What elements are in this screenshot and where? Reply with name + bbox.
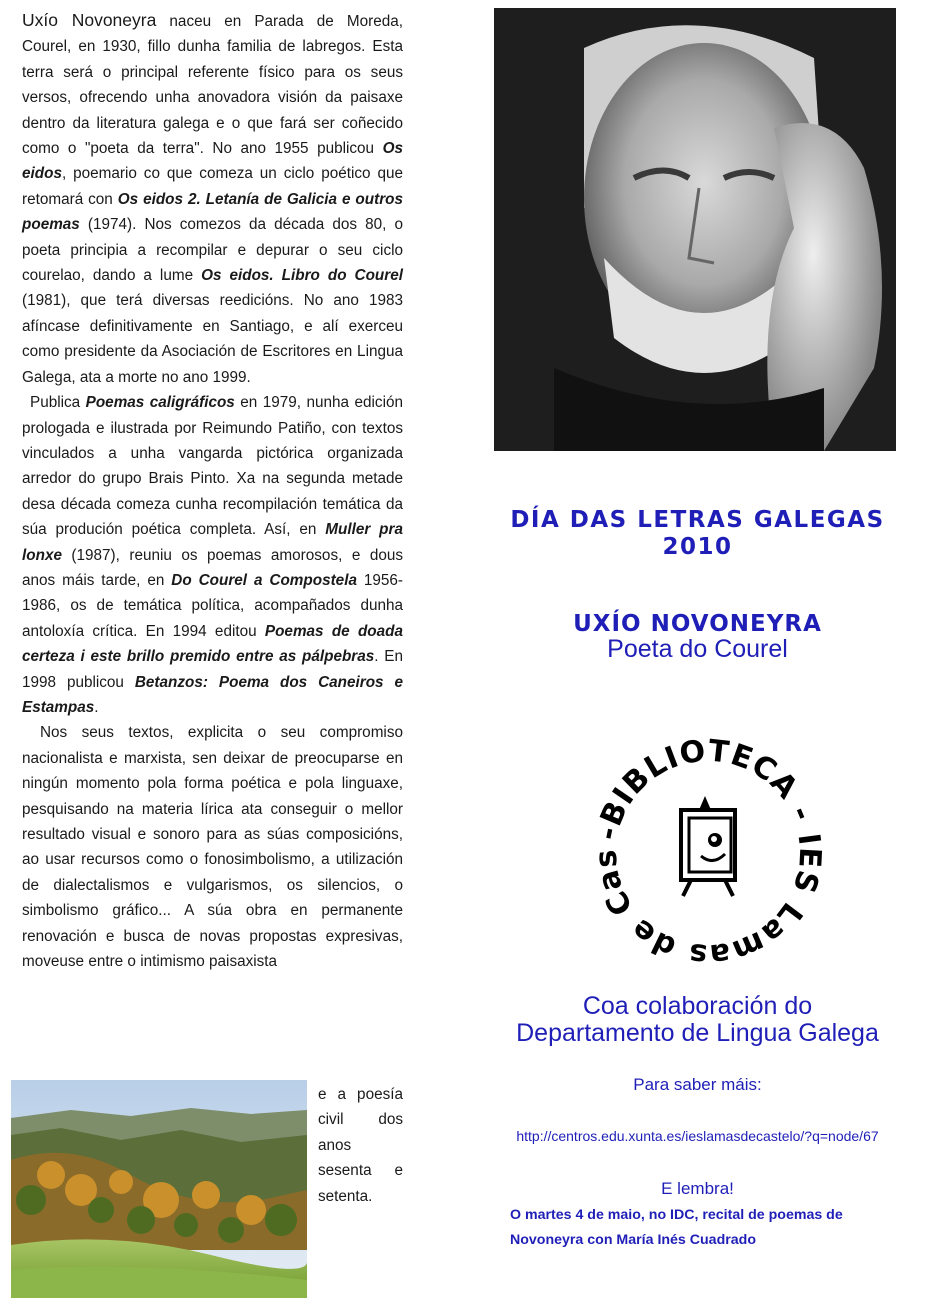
bio-text: 1956-1986, os de temática política, acompañados dunha antoloxía crítica. En 1994 editou xyxy=(22,571,403,640)
book-title: Os eidos xyxy=(22,140,403,183)
poet-portrait-photo xyxy=(494,8,896,451)
recital-line2: Novoneyra con María Inés Cuadrado xyxy=(510,1232,756,1248)
bio-text: Publica xyxy=(30,394,86,412)
bio-text: en 1979, nunha edición prologada e ilustrada por Reimundo Patiño, con textos vinculados a unha vangarda pictórica organizada arredor do grupo Brais Pinto. Xa na segunda metade desa década comeza cunha recompilación temática da súa produción poética completa. Así, en xyxy=(22,394,403,539)
bio-text: (1987), reuniu os poemas amorosos, e dous anos máis tarde, en xyxy=(22,546,403,589)
landscape-photo xyxy=(11,1080,307,1298)
book-mascot-icon xyxy=(681,796,735,896)
bio-paragraph-1 xyxy=(22,8,403,390)
event-title-year: 2010 xyxy=(662,534,733,560)
more-info-label: Para saber máis: xyxy=(633,1075,762,1094)
reminder-label: E lembra! xyxy=(661,1179,734,1198)
book-title: Poemas de doada certeza i este brillo premido entre as pálpebras xyxy=(22,622,403,666)
collaboration-note xyxy=(450,993,945,1047)
library-logo-badge xyxy=(593,738,823,968)
bio-text: naceu en Parada de Moreda, Courel, en 1930, fillo dunha familia de labregos. Esta terra será o principal referente físico para os seus versos, ofrecendo unha anovadora visión da paisaxe dentro da literatura galega e o que fará ser coñecido como o "poeta da terra". No ano 1955 publicou xyxy=(22,13,403,158)
book-title: Betanzos: Poema dos Caneiros e Estampas xyxy=(22,673,404,716)
bio-paragraph-2 xyxy=(22,390,403,720)
bio-text: , poemario co que comeza un ciclo poético que retomará con xyxy=(22,165,403,208)
bio-text: (1981), que terá diversas reedicións. No ano 1983 afíncase definitivamente en Santiago, e alí exerceu como presidente da Asociación de Escritores en Lingua Galega, ata a morte no ano 1999. xyxy=(22,292,403,386)
bio-text: . En 1998 publicou xyxy=(22,648,403,691)
book-title: Os eidos 2. Letanía de Galicia e outros poemas xyxy=(22,190,403,234)
more-info-link[interactable]: http://centros.edu.xunta.es/ieslamasdecastelo/?q=node/67 xyxy=(516,1128,879,1144)
bio-text: . xyxy=(94,698,99,716)
bio-paragraph-3 xyxy=(22,720,403,974)
event-title-line1: DÍA DAS LETRAS GALEGAS xyxy=(510,507,885,533)
event-title xyxy=(450,507,945,561)
library-logo-text: -BIBLIOTECA - S Lamas de Ca xyxy=(593,738,823,968)
poet-subtitle: Poeta do Courel xyxy=(607,635,788,663)
bio-text: (1974). Nos comezos da década dos 80, o poeta principia a recompilar e depurar o seu ciclo courelao, dando a lume xyxy=(22,216,403,285)
collaboration-department: Departamento de Lingua Galega xyxy=(516,1019,879,1047)
recital-announcement xyxy=(510,1203,890,1253)
bio-paragraph-3-end: e a poesía civil dos anos sesenta e setenta. xyxy=(318,1086,403,1205)
collaboration-line1: Coa colaboración do xyxy=(582,992,813,1020)
book-title: Muller pra lonxe xyxy=(22,521,403,564)
book-title: Poemas caligráficos xyxy=(85,394,235,412)
recital-line1: O martes 4 de maio, no IDC, recital de poemas de xyxy=(510,1207,843,1223)
poet-name-heading: UXÍO NOVONEYRA xyxy=(573,611,822,637)
book-title: Os eidos. Libro do Courel xyxy=(201,267,403,285)
bio-text: Nos seus textos, explicita o seu compromiso nacionalista e marxista, sen deixar de preocuparse en ningún momento pola forma poética e pola linguaxe, pesquisando na materia lírica ata conseguir o mellor resultado visual e sonoro para as súas composicións, ao usar recursos como o fonosimbolismo, a utilización de dialectalismos e vulgarismos, os silencios, o simbolismo gráfico... A súa obra en permanente renovación e busca de novas propostas expresivas, moveuse entre o intimismo paisaxista xyxy=(22,724,403,971)
book-title: Do Courel a Compostela xyxy=(171,571,357,589)
poet-name-lead: Uxío Novoneyra xyxy=(22,10,157,30)
biography-text xyxy=(22,8,403,974)
